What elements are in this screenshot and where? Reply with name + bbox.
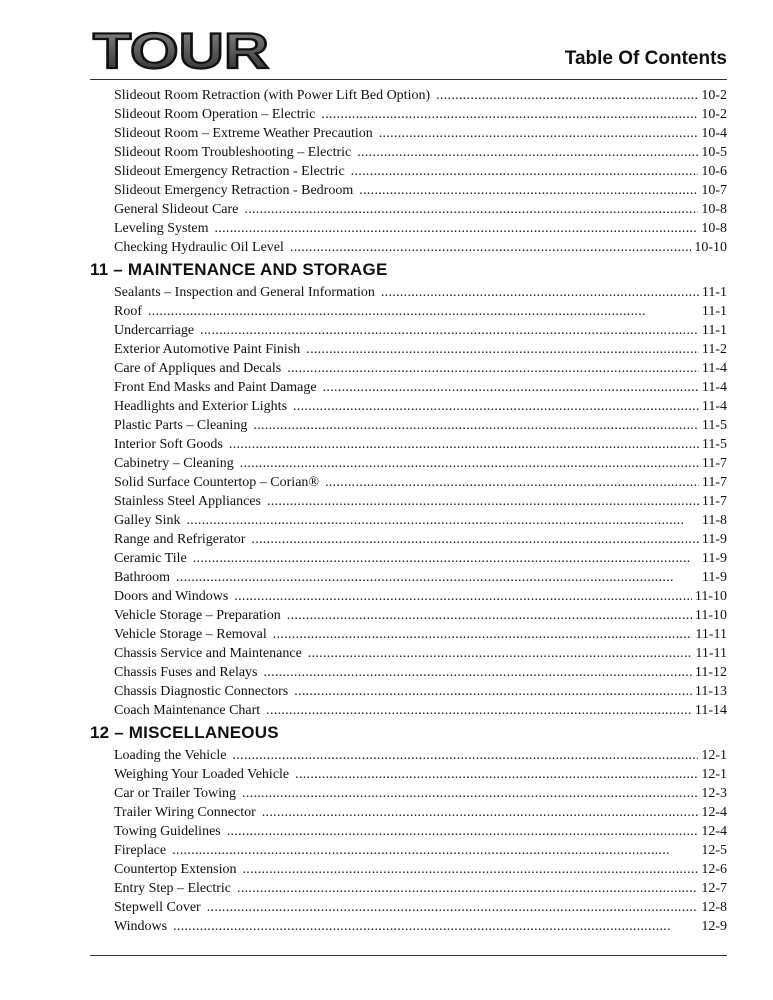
toc-entry-title: Chassis Diagnostic Connectors — [114, 684, 289, 699]
toc-entry[interactable] — [90, 860, 727, 879]
dot-leader — [357, 143, 698, 162]
toc-entry-page: 10-5 — [701, 145, 727, 160]
dot-leader — [215, 219, 699, 238]
toc-entry[interactable] — [90, 416, 727, 435]
dot-leader — [193, 549, 699, 568]
toc-entry-title: Bathroom — [114, 570, 170, 585]
toc-entry-page: 11-4 — [701, 380, 727, 395]
toc-entry[interactable] — [90, 435, 727, 454]
toc-entry[interactable] — [90, 473, 727, 492]
toc-entry-title: Range and Refrigerator — [114, 532, 246, 547]
toc-entry-title: Chassis Service and Maintenance — [114, 646, 302, 661]
dot-leader — [287, 606, 692, 625]
toc-entry-page: 11-1 — [701, 285, 727, 300]
dot-leader — [229, 435, 699, 454]
toc-entry-title: Trailer Wiring Connector — [114, 805, 256, 820]
dot-leader — [237, 879, 698, 898]
toc-entry-title: General Slideout Care — [114, 202, 239, 217]
dot-leader — [294, 682, 692, 701]
dot-leader — [227, 822, 699, 841]
toc-entry-page: 12-8 — [701, 900, 727, 915]
toc-section-12 — [90, 746, 727, 936]
toc-entry-page: 10-10 — [694, 240, 727, 255]
toc-section-11 — [90, 283, 727, 720]
toc-entry-title: Slideout Room Retraction (with Power Lift Bed Option) — [114, 88, 431, 103]
dot-leader — [200, 321, 699, 340]
toc-entry-title: Windows — [114, 919, 168, 934]
toc-entry[interactable] — [90, 238, 727, 257]
toc-entry-title: Slideout Room – Extreme Weather Precaution — [114, 126, 373, 141]
toc-entry-title: Leveling System — [114, 221, 209, 236]
toc-entry[interactable] — [90, 587, 727, 606]
toc-entry[interactable] — [90, 644, 727, 663]
toc-entry-page: 12-6 — [701, 862, 727, 877]
toc-entry-page: 10-7 — [701, 183, 727, 198]
toc-entry-page: 11-5 — [701, 418, 727, 433]
toc-entry-page: 12-1 — [701, 748, 727, 763]
toc-entry[interactable] — [90, 701, 727, 720]
toc-entry-page: 12-9 — [701, 919, 727, 934]
toc-entry[interactable] — [90, 378, 727, 397]
dot-leader — [287, 359, 699, 378]
toc-entry-page: 10-8 — [701, 202, 727, 217]
toc-entry-title: Headlights and Exterior Lights — [114, 399, 288, 414]
toc-entry-page: 11-1 — [701, 304, 727, 319]
toc-entry[interactable] — [90, 803, 727, 822]
toc-entry-page: 12-1 — [701, 767, 727, 782]
dot-leader — [240, 454, 699, 473]
dot-leader — [306, 340, 699, 359]
toc-entry-page: 11-7 — [701, 494, 727, 509]
dot-leader — [253, 416, 698, 435]
toc-entry-title: Stepwell Cover — [114, 900, 201, 915]
toc-entry[interactable] — [90, 549, 727, 568]
toc-section-10-continued — [90, 86, 727, 257]
toc-entry-page: 11-9 — [701, 570, 727, 585]
toc-entry-title: Fireplace — [114, 843, 167, 858]
toc-entry[interactable] — [90, 568, 727, 587]
toc-entry[interactable] — [90, 917, 727, 936]
toc-entry[interactable] — [90, 511, 727, 530]
dot-leader — [323, 378, 699, 397]
toc-entry[interactable] — [90, 302, 727, 321]
toc-entry-title: Vehicle Storage – Removal — [114, 627, 267, 642]
toc-entry-page: 11-13 — [694, 684, 727, 699]
dot-leader — [243, 860, 699, 879]
toc-entry[interactable] — [90, 86, 727, 105]
dot-leader — [172, 841, 698, 860]
dot-leader — [207, 898, 699, 917]
toc-entry-page: 11-7 — [701, 475, 727, 490]
dot-leader — [267, 492, 699, 511]
toc-entry[interactable] — [90, 340, 727, 359]
dot-leader — [251, 530, 698, 549]
toc-entry-page: 10-4 — [701, 126, 727, 141]
toc-entry[interactable] — [90, 765, 727, 784]
toc-entry-page: 11-11 — [695, 646, 727, 661]
toc-entry[interactable] — [90, 530, 727, 549]
dot-leader — [266, 701, 692, 720]
toc-entry-page: 11-12 — [694, 665, 727, 680]
dot-leader — [242, 784, 698, 803]
toc-entry-page: 11-9 — [701, 551, 727, 566]
toc-entry-title: Weighing Your Loaded Vehicle — [114, 767, 290, 782]
header-divider — [90, 79, 727, 80]
logo-text: TOUR — [93, 28, 269, 74]
dot-leader — [381, 283, 699, 302]
toc-entry-page: 10-6 — [701, 164, 727, 179]
toc-entry-page: 11-4 — [701, 399, 727, 414]
dot-leader — [273, 625, 693, 644]
dot-leader — [308, 644, 693, 663]
dot-leader — [148, 302, 699, 321]
toc-entry-page: 11-10 — [694, 589, 727, 604]
toc-entry-title: Plastic Parts – Cleaning — [114, 418, 248, 433]
dot-leader — [325, 473, 699, 492]
toc-entry-page: 10-8 — [701, 221, 727, 236]
dot-leader — [293, 397, 699, 416]
dot-leader — [264, 663, 692, 682]
toc-entry-page: 12-7 — [701, 881, 727, 896]
toc-entry[interactable] — [90, 454, 727, 473]
toc-entry-title: Coach Maintenance Chart — [114, 703, 261, 718]
page-title: Table Of Contents — [564, 48, 727, 69]
toc-entry[interactable] — [90, 143, 727, 162]
dot-leader — [295, 765, 698, 784]
toc-entry[interactable] — [90, 200, 727, 219]
section-heading-11: 11 – MAINTENANCE AND STORAGE — [90, 260, 388, 279]
toc-entry-page: 10-2 — [701, 88, 727, 103]
toc-entry-page: 12-4 — [701, 805, 727, 820]
toc-entry[interactable] — [90, 124, 727, 143]
toc-entry[interactable] — [90, 879, 727, 898]
toc-entry-page: 12-4 — [701, 824, 727, 839]
toc-entry[interactable] — [90, 219, 727, 238]
dot-leader — [173, 917, 698, 936]
footer-divider — [90, 955, 727, 956]
toc-entry-title: Solid Surface Countertop – Corian® — [114, 475, 320, 490]
dot-leader — [176, 568, 699, 587]
toc-entry-page: 11-4 — [701, 361, 727, 376]
toc-entry-title: Undercarriage — [114, 323, 195, 338]
toc-entry[interactable] — [90, 105, 727, 124]
toc-entry[interactable] — [90, 162, 727, 181]
toc-entry[interactable] — [90, 625, 727, 644]
toc-entry-page: 12-3 — [701, 786, 727, 801]
toc-entry-title: Slideout Room Troubleshooting – Electric — [114, 145, 352, 160]
toc-entry-title: Front End Masks and Paint Damage — [114, 380, 317, 395]
toc-entry[interactable] — [90, 898, 727, 917]
dot-leader — [233, 746, 699, 765]
toc-entry-title: Ceramic Tile — [114, 551, 187, 566]
toc-entry[interactable] — [90, 321, 727, 340]
toc-entry-page: 11-7 — [701, 456, 727, 471]
toc-entry-page: 11-10 — [694, 608, 727, 623]
toc-entry[interactable] — [90, 822, 727, 841]
toc-entry-page: 12-5 — [701, 843, 727, 858]
toc-entry-title: Slideout Emergency Retraction - Electric — [114, 164, 345, 179]
toc-entry-title: Loading the Vehicle — [114, 748, 227, 763]
section-heading-12: 12 – MISCELLANEOUS — [90, 723, 279, 742]
toc-entry-title: Sealants – Inspection and General Information — [114, 285, 375, 300]
toc-entry-page: 11-11 — [695, 627, 727, 642]
dot-leader — [321, 105, 698, 124]
toc-entry[interactable] — [90, 606, 727, 625]
toc-entry-title: Care of Appliques and Decals — [114, 361, 282, 376]
toc-entry[interactable] — [90, 492, 727, 511]
toc-entry-title: Chassis Fuses and Relays — [114, 665, 258, 680]
toc-entry-page: 11-1 — [701, 323, 727, 338]
toc-entry-title: Countertop Extension — [114, 862, 237, 877]
toc-entry-page: 11-9 — [701, 532, 727, 547]
toc-entry[interactable] — [90, 359, 727, 378]
dot-leader — [234, 587, 692, 606]
dot-leader — [436, 86, 698, 105]
toc-entry-page: 11-2 — [701, 342, 727, 357]
dot-leader — [244, 200, 698, 219]
toc-entry-title: Entry Step – Electric — [114, 881, 232, 896]
toc-entry-title: Car or Trailer Towing — [114, 786, 237, 801]
toc-entry-title: Cabinetry – Cleaning — [114, 456, 234, 471]
toc-entry[interactable] — [90, 663, 727, 682]
dot-leader — [290, 238, 691, 257]
toc-entry-title: Interior Soft Goods — [114, 437, 223, 452]
toc-entry[interactable] — [90, 397, 727, 416]
toc-entry-title: Slideout Room Operation – Electric — [114, 107, 316, 122]
toc-entry-title: Galley Sink — [114, 513, 181, 528]
toc-entry-page: 10-2 — [701, 107, 727, 122]
tour-logo — [90, 28, 272, 74]
toc-entry-title: Slideout Emergency Retraction - Bedroom — [114, 183, 354, 198]
toc-entry-title: Exterior Automotive Paint Finish — [114, 342, 301, 357]
toc-entry[interactable] — [90, 181, 727, 200]
dot-leader — [359, 181, 698, 200]
toc-entry[interactable] — [90, 283, 727, 302]
toc-entry[interactable] — [90, 682, 727, 701]
toc-entry-page: 11-8 — [701, 513, 727, 528]
table-of-contents — [90, 86, 727, 936]
toc-entry[interactable] — [90, 841, 727, 860]
toc-entry[interactable] — [90, 784, 727, 803]
dot-leader — [187, 511, 699, 530]
dot-leader — [262, 803, 699, 822]
toc-entry-page: 11-5 — [701, 437, 727, 452]
toc-entry[interactable] — [90, 746, 727, 765]
dot-leader — [351, 162, 699, 181]
toc-entry-title: Towing Guidelines — [114, 824, 221, 839]
toc-entry-title: Stainless Steel Appliances — [114, 494, 261, 509]
toc-entry-title: Roof — [114, 304, 142, 319]
toc-entry-page: 11-14 — [694, 703, 727, 718]
toc-entry-title: Doors and Windows — [114, 589, 229, 604]
toc-entry-title: Checking Hydraulic Oil Level — [114, 240, 284, 255]
toc-entry-title: Vehicle Storage – Preparation — [114, 608, 281, 623]
dot-leader — [379, 124, 699, 143]
